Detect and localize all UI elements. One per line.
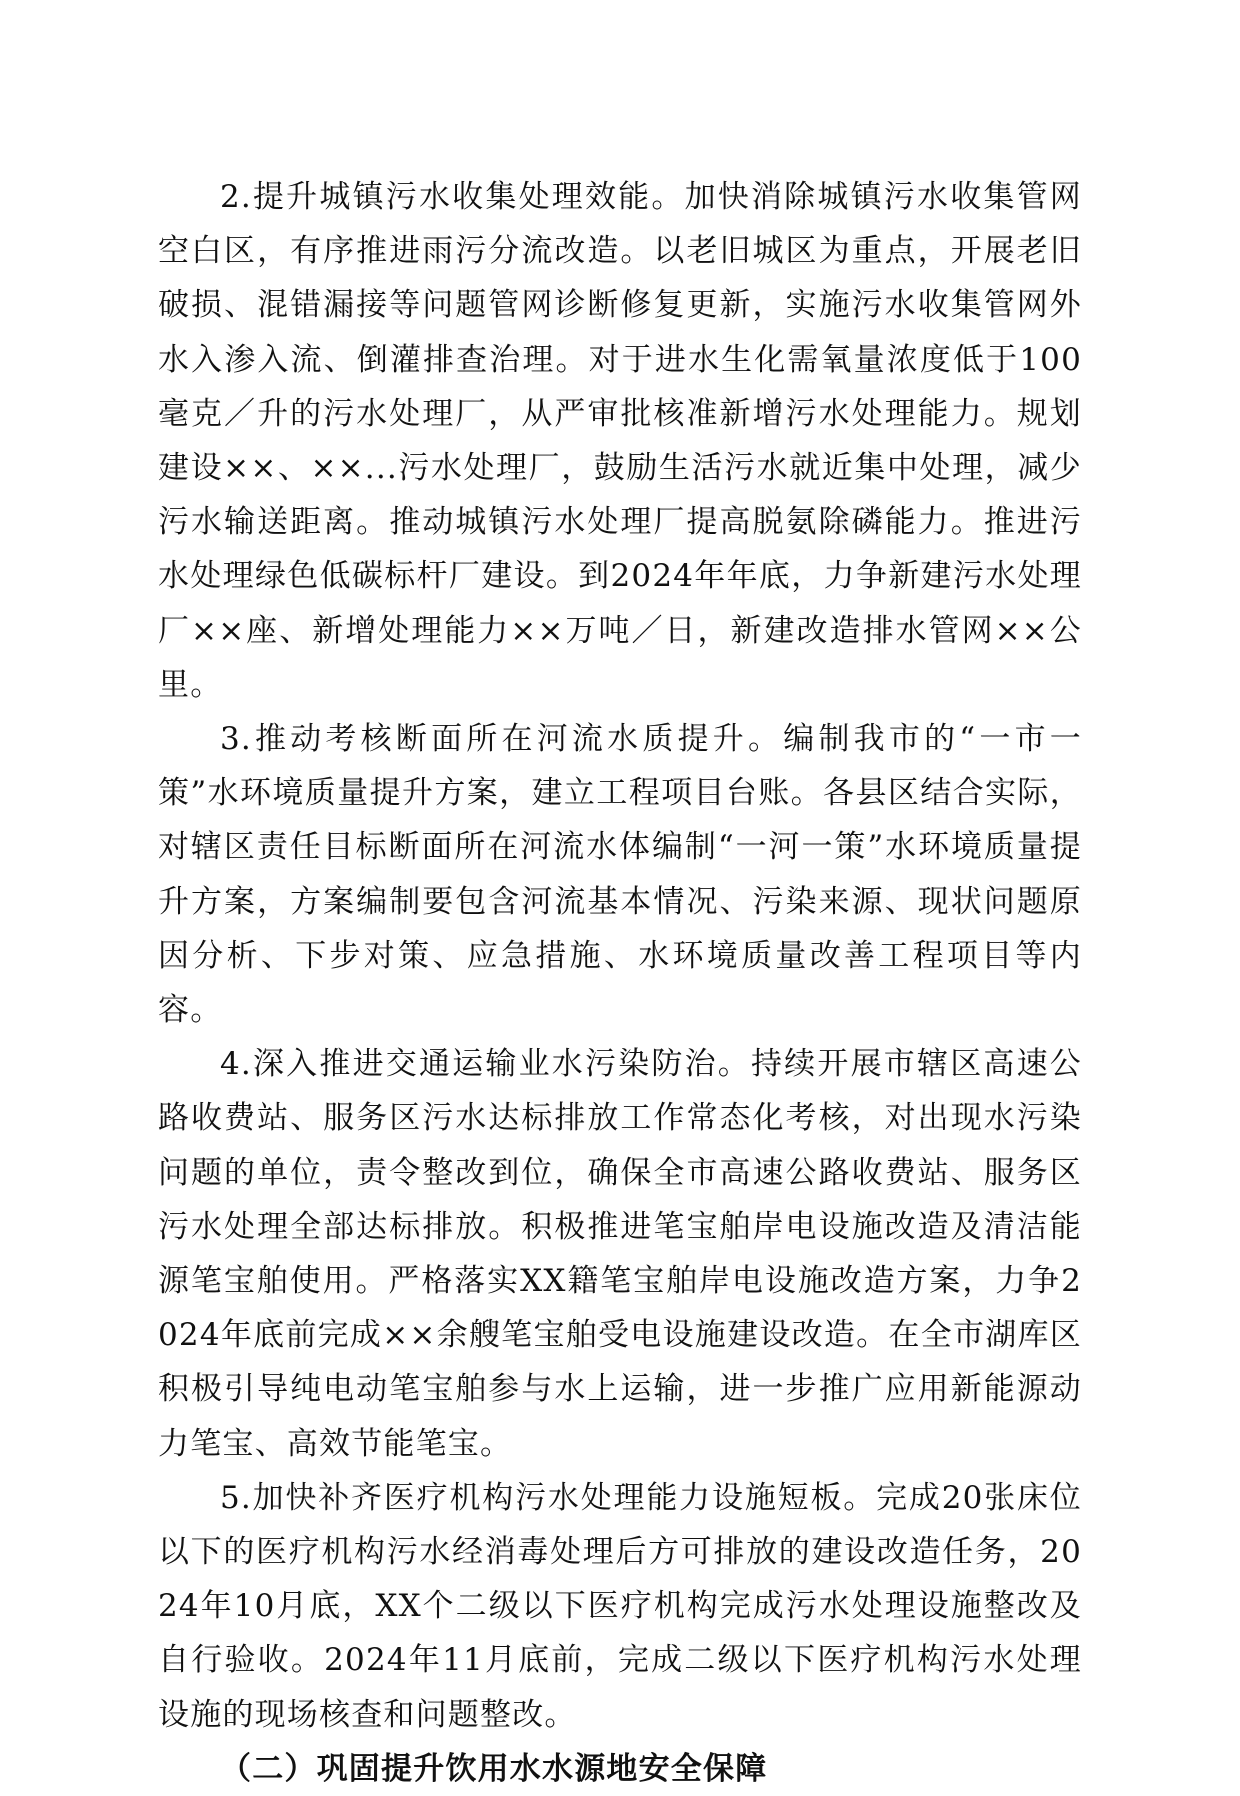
paragraph-2-urban-sewage: 2.提升城镇污水收集处理效能。加快消除城镇污水收集管网空白区，有序推进雨污分流改造。以老旧城区为重点，开展老旧破损、混错漏接等问题管网诊断修复更新，实施污水收集管网外水入渗入流、倒灌排查治理。对于进水生化需氧量浓度低于100毫克／升的污水处理厂，从严审批核准新增污水处理能力。规划建设××、××...污水处理厂，鼓励生活污水就近集中处理，减少污水输送距离。推动城镇污水处理厂提高脱氨除磷能力。推进污水处理绿色低碳标杆厂建设。到2024年年底，力争新建污水处理厂××座、新增处理能力××万吨／日，新建改造排水管网××公里。 [158, 179, 1082, 703]
paragraph-5-medical-sewage: 5.加快补齐医疗机构污水处理能力设施短板。完成20张床位以下的医疗机构污水经消毒处理后方可排放的建设改造任务，2024年10月底，XX个二级以下医疗机构完成污水处理设施整改及自行验收。2024年11月底前，完成二级以下医疗机构污水处理设施的现场核查和问题整改。 [158, 1479, 1082, 1733]
paragraph-3-river-quality: 3.推动考核断面所在河流水质提升。编制我市的“一市一策”水环境质量提升方案，建立工程项目台账。各县区结合实际，对辖区责任目标断面所在河流水体编制“一河一策”水环境质量提升方案，方案编制要包含河流基本情况、污染来源、现状问题原因分析、下步对策、应急措施、水环境质量改善工程项目等内容。 [158, 721, 1082, 1029]
section-heading: （二）巩固提升饮用水水源地安全保障 [220, 1750, 768, 1787]
paragraph-4-transport-pollution: 4.深入推进交通运输业水污染防治。持续开展市辖区高速公路收费站、服务区污水达标排放工作常态化考核，对出现水污染问题的单位，责令整改到位，确保全市高速公路收费站、服务区污水处理全部达标排放。积极推进笔宝舶岸电设施改造及清洁能源笔宝舶使用。严格落实XX籍笔宝舶岸电设施改造方案，力争2024年底前完成××余艘笔宝舶受电设施建设改造。在全市湖库区积极引导纯电动笔宝舶参与水上运输，进一步推广应用新能源动力笔宝、高效节能笔宝。 [158, 1046, 1082, 1462]
document-body [158, 170, 1082, 1796]
